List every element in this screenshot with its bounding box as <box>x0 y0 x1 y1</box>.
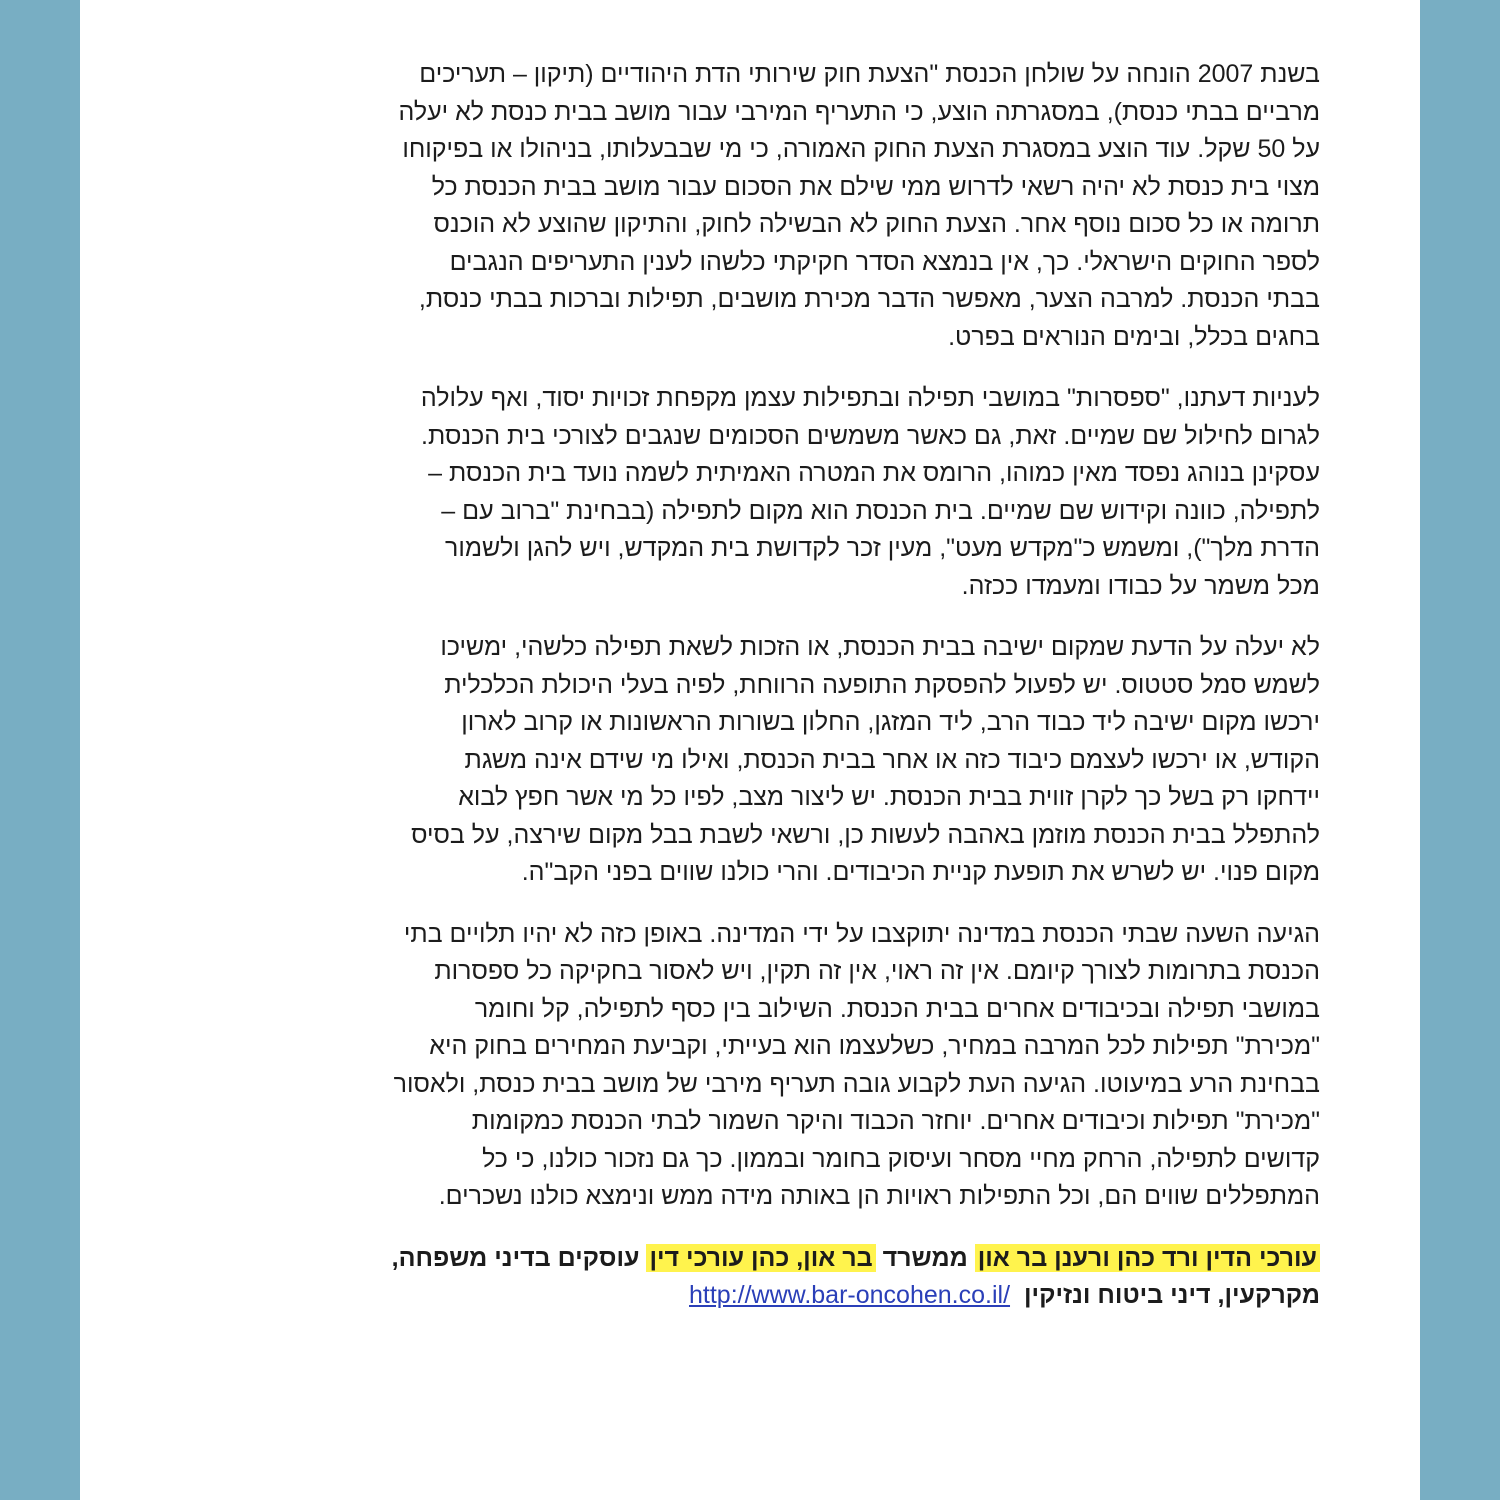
text-line: מצוי בית כנסת לא יהיה רשאי לדרוש ממי שילם את הסכום עבור מושב בבית הכנסת כל <box>431 172 1320 201</box>
article-body <box>270 56 1320 1314</box>
text-line: בחגים בכלל, ובימים הנוראים בפרט. <box>948 322 1320 351</box>
text-line: מרביים בבתי כנסת), במסגרתה הוצע, כי התעריף המירבי עבור מושב בבית כנסת לא יעלה <box>398 97 1320 126</box>
text-line: הכנסת בתרומות לצורך קיומם. אין זה ראוי, אין זה תקין, ויש לאסור בחקיקה כל ספסרות <box>434 957 1320 985</box>
text-line: עסקינן בנוהג נפסד מאין כמוהו, הרומס את המטרה האמיתית לשמה נועד בית הכנסת – <box>428 459 1320 487</box>
firm-website-link[interactable]: http://www.bar-oncohen.co.il/ <box>689 1280 1011 1309</box>
text-line: בבחינת הרע במיעוטו. הגיעה העת לקבוע גובה תעריף מירבי של מושב בבית כנסת, ולאסור <box>393 1069 1320 1098</box>
text-line: לתפילה, כוונה וקידוש שם שמיים. בית הכנסת הוא מקום לתפילה (בבחינת "ברוב עם – <box>441 496 1320 525</box>
paragraph-4 <box>270 916 1320 1216</box>
paragraph-1 <box>270 56 1320 356</box>
signature-block <box>270 1240 1320 1314</box>
text-line: לא יעלה על הדעת שמקום ישיבה בבית הכנסת, או הזכות לשאת תפילה כלשהי, ימשיכו <box>440 633 1320 661</box>
text-line: "מכירת" תפילות וכיבודים אחרים. יוחזר הכבוד והיקר השמור לבתי הכנסת כמקומות <box>471 1107 1320 1135</box>
signature-line-2 <box>270 1277 1320 1314</box>
text-line: להתפלל בבית הכנסת מוזמן באהבה לעשות כן, ורשאי לשבת בבל מקום שירצה, על בסיס <box>411 820 1320 849</box>
text-line: הגיעה השעה שבתי הכנסת במדינה יתוקצבו על ידי המדינה. באופן כזה לא יהיו תלויים בתי <box>403 919 1320 948</box>
text-line: מכל משמר על כבודו ומעמדו ככזה. <box>961 571 1320 600</box>
text-line: בשנת 2007 הונחה על שולחן הכנסת "הצעת חוק שירותי הדת היהודיים (תיקון – תעריכים <box>419 60 1320 88</box>
text-line: לעניות דעתנו, "ספסרות" במושבי תפילה ובתפילות עצמן מקפחת זכויות יסוד, ואף עלולה <box>420 384 1320 412</box>
text-line: מקום פנוי. יש לשרש את תופעת קניית הכיבודים. והרי כולנו שווים בפני הקב"ה. <box>521 858 1320 886</box>
text-line: לשמש סמל סטטוס. יש לפעול להפסקת התופעה הרווחת, לפיה בעלי היכולת הכלכלית <box>444 670 1320 699</box>
signature-practice-areas: עוסקים בדיני משפחה, <box>391 1243 647 1272</box>
text-line: ירכשו מקום ישיבה ליד כבוד הרב, ליד המזגן, החלון בשורות הראשונות או קרוב לארון <box>461 708 1320 736</box>
text-line: לספר החוקים הישראלי. כך, אין בנמצא הסדר חקיקתי כלשהו לענין התעריפים הנגבים <box>449 247 1320 276</box>
text-line: במושבי תפילה ובכיבודים אחרים בבית הכנסת. השילוב בין כסף לתפילה, קל וחומר <box>474 994 1320 1023</box>
text-line: הדרת מלך"), ומשמש כ"מקדש מעט", מעין זכר לקדושת בית המקדש, ויש להגן ולשמור <box>445 534 1320 562</box>
text-line: בבתי הכנסת. למרבה הצער, מאפשר הדבר מכירת מושבים, תפילות וברכות בבתי כנסת, <box>418 285 1320 313</box>
text-line: קדושים לתפילה, הרחק מחיי מסחר ועיסוק בחומר ובממון. כך גם נזכור כולנו, כי כל <box>482 1144 1320 1173</box>
document-page <box>80 0 1420 1500</box>
paragraph-3 <box>270 629 1320 892</box>
signature-practice-areas-cont: מקרקעין, דיני ביטוח ונזיקין <box>1024 1280 1320 1309</box>
text-line: תרומה או כל סכום נוסף אחר. הצעת החוק לא הבשילה לחוק, והתיקון שהוצע לא הוכנס <box>433 210 1320 238</box>
paragraph-2 <box>270 380 1320 605</box>
signature-connector: ממשרד <box>875 1243 975 1272</box>
highlighted-firm-name: בר און, כהן עורכי דין <box>646 1244 875 1272</box>
text-line: על 50 שקל. עוד הוצע במסגרת הצעת החוק האמורה, כי מי שבבעלותו, בניהולו או בפיקוחו <box>402 135 1320 163</box>
signature-line-1 <box>270 1240 1320 1277</box>
text-line: "מכירת" תפילות לכל המרבה במחיר, כשלעצמו הוא בעייתי, וקביעת המחירים בחוק היא <box>429 1032 1320 1060</box>
text-line: לגרום לחילול שם שמיים. זאת, גם כאשר משמשים הסכומים שנגבים לצורכי בית הכנסת. <box>421 421 1320 450</box>
text-line: יידחקו רק בשל כך לקרן זווית בבית הכנסת. יש ליצור מצב, לפיו כל מי אשר חפץ לבוא <box>458 783 1320 811</box>
text-line: המתפללים שווים הם, וכל התפילות ראויות הן באותה מידה ממש ונימצא כולנו נשכרים. <box>438 1182 1320 1210</box>
highlighted-lawyer-names: עורכי הדין ורד כהן ורענן בר און <box>975 1244 1320 1272</box>
text-line: הקודש, או ירכשו לעצמם כיבוד כזה או אחר בבית הכנסת, ואילו מי שידם אינה משגת <box>464 745 1320 774</box>
